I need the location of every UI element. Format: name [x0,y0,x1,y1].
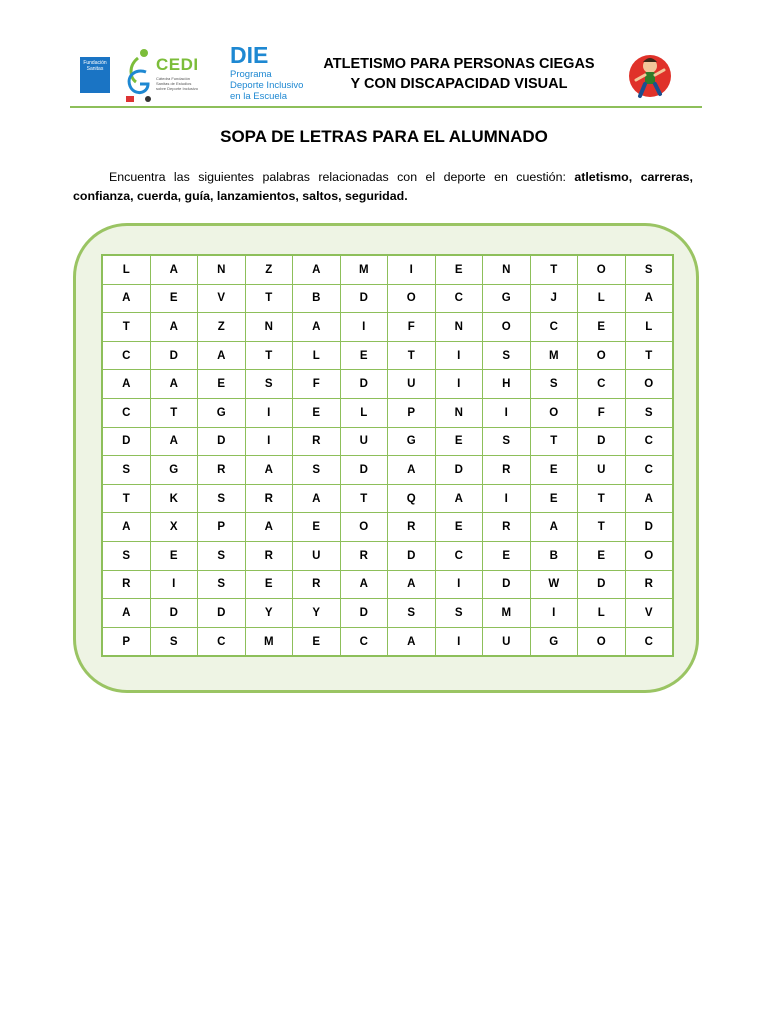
grid-cell[interactable]: A [435,484,483,513]
grid-cell[interactable]: S [625,255,673,284]
grid-cell[interactable]: A [150,427,198,456]
grid-cell[interactable]: Q [388,484,436,513]
grid-cell[interactable]: I [530,599,578,628]
grid-cell[interactable]: O [578,341,626,370]
grid-cell[interactable]: E [293,398,341,427]
grid-cell[interactable]: G [150,456,198,485]
grid-cell[interactable]: I [340,313,388,342]
grid-cell[interactable]: C [530,313,578,342]
grid-cell[interactable]: E [530,456,578,485]
grid-cell[interactable]: I [388,255,436,284]
grid-row [102,541,673,570]
grid-cell[interactable]: E [340,341,388,370]
grid-cell[interactable]: N [435,313,483,342]
instructions-text: Encuentra las siguientes palabras relacionadas con el deporte en cuestión: [109,170,575,184]
grid-cell[interactable]: I [150,570,198,599]
grid-cell[interactable]: D [435,456,483,485]
grid-cell[interactable]: Y [245,599,293,628]
grid-cell[interactable]: R [483,513,531,542]
grid-cell[interactable]: A [293,313,341,342]
grid-cell[interactable]: A [293,484,341,513]
grid-cell[interactable]: Z [245,255,293,284]
grid-cell[interactable]: R [245,541,293,570]
grid-cell[interactable]: D [340,599,388,628]
grid-cell[interactable]: F [388,313,436,342]
grid-cell[interactable]: R [198,456,246,485]
grid-cell[interactable]: T [578,513,626,542]
grid-cell[interactable]: I [435,370,483,399]
grid-cell[interactable]: D [198,427,246,456]
grid-cell[interactable]: L [102,255,150,284]
grid-row [102,427,673,456]
grid-cell[interactable]: K [150,484,198,513]
grid-cell[interactable]: G [388,427,436,456]
grid-cell[interactable]: R [293,570,341,599]
grid-cell[interactable]: S [245,370,293,399]
grid-row [102,513,673,542]
grid-cell[interactable]: H [483,370,531,399]
grid-cell[interactable]: T [388,341,436,370]
grid-cell[interactable]: R [388,513,436,542]
grid-cell[interactable]: O [530,398,578,427]
grid-cell[interactable]: A [102,284,150,313]
grid-cell[interactable]: S [198,484,246,513]
grid-cell[interactable]: N [435,398,483,427]
grid-cell[interactable]: D [625,513,673,542]
grid-cell[interactable]: S [102,456,150,485]
grid-cell[interactable]: B [530,541,578,570]
grid-cell[interactable]: S [198,570,246,599]
grid-cell[interactable]: G [483,284,531,313]
grid-cell[interactable]: A [198,341,246,370]
grid-cell[interactable]: D [198,599,246,628]
grid-cell[interactable]: T [102,484,150,513]
grid-cell[interactable]: A [102,513,150,542]
cedi-title: CEDI [156,55,199,74]
grid-cell[interactable]: D [150,341,198,370]
grid-cell[interactable]: L [578,599,626,628]
grid-cell[interactable]: U [293,541,341,570]
grid-cell[interactable]: U [388,370,436,399]
grid-row [102,313,673,342]
grid-cell[interactable]: T [245,284,293,313]
grid-cell[interactable]: A [625,284,673,313]
grid-cell[interactable]: G [530,627,578,656]
page-header [70,42,702,106]
grid-cell[interactable]: C [625,427,673,456]
grid-row [102,570,673,599]
grid-cell[interactable]: A [245,513,293,542]
grid-cell[interactable]: C [435,541,483,570]
grid-row [102,341,673,370]
grid-cell[interactable]: O [483,313,531,342]
header-title [310,54,608,94]
grid-cell[interactable]: U [578,456,626,485]
grid-cell[interactable]: I [435,570,483,599]
grid-cell[interactable]: O [578,255,626,284]
page-title: SOPA DE LETRAS PARA EL ALUMNADO [220,127,548,146]
grid-cell[interactable]: O [625,370,673,399]
header-title-line-2: Y CON DISCAPACIDAD VISUAL [350,76,568,92]
grid-cell[interactable]: I [483,484,531,513]
grid-cell[interactable]: L [293,341,341,370]
grid-cell[interactable]: A [388,627,436,656]
grid-cell[interactable]: N [483,255,531,284]
grid-row [102,456,673,485]
grid-row [102,255,673,284]
grid-cell[interactable]: P [102,627,150,656]
grid-cell[interactable]: S [198,541,246,570]
grid-cell[interactable]: F [578,398,626,427]
grid-cell[interactable]: A [530,513,578,542]
grid-cell[interactable]: M [340,255,388,284]
grid-row [102,627,673,656]
grid-cell[interactable]: R [245,484,293,513]
grid-cell[interactable]: E [198,370,246,399]
grid-cell[interactable]: C [340,627,388,656]
grid-cell[interactable]: E [578,313,626,342]
grid-row [102,599,673,628]
word-search-grid [101,254,674,657]
grid-cell[interactable]: O [625,541,673,570]
grid-cell[interactable]: I [245,398,293,427]
grid-cell[interactable]: Y [293,599,341,628]
grid-cell[interactable]: A [388,570,436,599]
cedi-subtitle: Cátedra Fundación Sanitas de Estudios sobre Deporte Inclusivo [156,76,199,91]
grid-cell[interactable]: E [435,255,483,284]
grid-cell[interactable]: S [435,599,483,628]
grid-cell[interactable]: A [150,370,198,399]
grid-cell[interactable]: I [245,427,293,456]
die-line-2: Deporte Inclusivo [230,80,304,91]
grid-cell[interactable]: E [435,513,483,542]
header-title-line-1: ATLETISMO PARA PERSONAS CIEGAS [323,56,595,72]
grid-cell[interactable]: I [483,398,531,427]
grid-cell[interactable]: A [293,255,341,284]
grid-cell[interactable]: V [198,284,246,313]
grid-cell[interactable]: X [150,513,198,542]
grid-cell[interactable]: S [150,627,198,656]
grid-cell[interactable]: R [483,456,531,485]
grid-cell[interactable]: S [483,427,531,456]
grid-cell[interactable]: A [102,370,150,399]
grid-cell[interactable]: T [102,313,150,342]
grid-cell[interactable]: I [435,627,483,656]
grid-cell[interactable]: S [530,370,578,399]
grid-cell[interactable]: D [150,599,198,628]
grid-cell[interactable]: D [340,456,388,485]
grid-row [102,284,673,313]
grid-cell[interactable]: E [245,570,293,599]
grid-cell[interactable]: O [578,627,626,656]
grid-cell[interactable]: T [530,427,578,456]
grid-cell[interactable]: T [340,484,388,513]
grid-cell[interactable]: C [102,398,150,427]
grid-cell[interactable]: M [530,341,578,370]
instructions [73,168,693,206]
grid-cell[interactable]: D [340,370,388,399]
fundacion-sanitas-logo: Fundación Sanitas [80,57,110,93]
grid-cell[interactable]: L [625,313,673,342]
grid-cell[interactable]: N [198,255,246,284]
grid-cell[interactable]: T [578,484,626,513]
grid-cell[interactable]: D [340,284,388,313]
grid-cell[interactable]: L [578,284,626,313]
grid-row [102,398,673,427]
grid-cell[interactable]: N [245,313,293,342]
grid-cell[interactable]: O [340,513,388,542]
grid-cell[interactable]: R [102,570,150,599]
grid-cell[interactable]: S [483,341,531,370]
grid-cell[interactable]: D [483,570,531,599]
grid-cell[interactable]: A [150,255,198,284]
cedi-figure-icon [122,46,156,104]
grid-cell[interactable]: E [150,541,198,570]
grid-cell[interactable]: R [625,570,673,599]
grid-cell[interactable]: M [483,599,531,628]
grid-cell[interactable]: B [293,284,341,313]
grid-cell[interactable]: A [340,570,388,599]
grid-cell[interactable]: D [102,427,150,456]
grid-cell[interactable]: C [102,341,150,370]
grid-cell[interactable]: T [245,341,293,370]
grid-cell[interactable]: A [150,313,198,342]
grid-cell[interactable]: E [578,541,626,570]
grid-cell[interactable]: E [293,627,341,656]
die-line-1: Programa [230,69,272,80]
grid-cell[interactable]: A [388,456,436,485]
die-line-3: en la Escuela [230,91,288,102]
grid-cell[interactable]: T [150,398,198,427]
grid-cell[interactable]: E [435,427,483,456]
grid-cell[interactable]: C [435,284,483,313]
grid-cell[interactable]: P [198,513,246,542]
grid-cell[interactable]: T [625,341,673,370]
grid-cell[interactable]: A [245,456,293,485]
grid-cell[interactable]: C [625,627,673,656]
grid-row [102,370,673,399]
header-divider [70,106,702,108]
grid-cell[interactable]: C [578,370,626,399]
grid-cell[interactable]: D [578,427,626,456]
grid-cell[interactable]: E [150,284,198,313]
grid-cell[interactable]: R [340,541,388,570]
grid-cell[interactable]: L [340,398,388,427]
grid-cell[interactable]: E [530,484,578,513]
grid-cell[interactable]: E [483,541,531,570]
grid-cell[interactable]: Z [198,313,246,342]
grid-cell[interactable]: S [293,456,341,485]
grid-cell[interactable]: D [388,541,436,570]
grid-cell[interactable]: F [293,370,341,399]
grid-cell[interactable]: O [388,284,436,313]
grid-cell[interactable]: U [340,427,388,456]
grid-cell[interactable]: J [530,284,578,313]
grid-cell[interactable]: E [293,513,341,542]
cedi-logo [122,46,204,104]
grid-cell[interactable]: U [483,627,531,656]
grid-row [102,484,673,513]
grid-cell[interactable]: A [102,599,150,628]
grid-cell[interactable]: D [578,570,626,599]
grid-cell[interactable]: T [530,255,578,284]
grid-cell[interactable]: G [198,398,246,427]
grid-cell[interactable]: I [435,341,483,370]
grid-cell[interactable]: C [198,627,246,656]
grid-cell[interactable]: C [625,456,673,485]
grid-cell[interactable]: A [625,484,673,513]
instructions-word-list: atletismo, carreras, confianza, cuerda, guía, lanzamientos, saltos, seguridad. [73,170,693,203]
grid-cell[interactable]: R [293,427,341,456]
grid-cell[interactable]: P [388,398,436,427]
grid-cell[interactable]: V [625,599,673,628]
grid-cell[interactable]: W [530,570,578,599]
runner-mascot-icon [628,50,674,100]
grid-cell[interactable]: M [245,627,293,656]
grid-cell[interactable]: S [102,541,150,570]
grid-cell[interactable]: S [625,398,673,427]
die-title: DIE [230,42,269,68]
grid-cell[interactable]: S [388,599,436,628]
